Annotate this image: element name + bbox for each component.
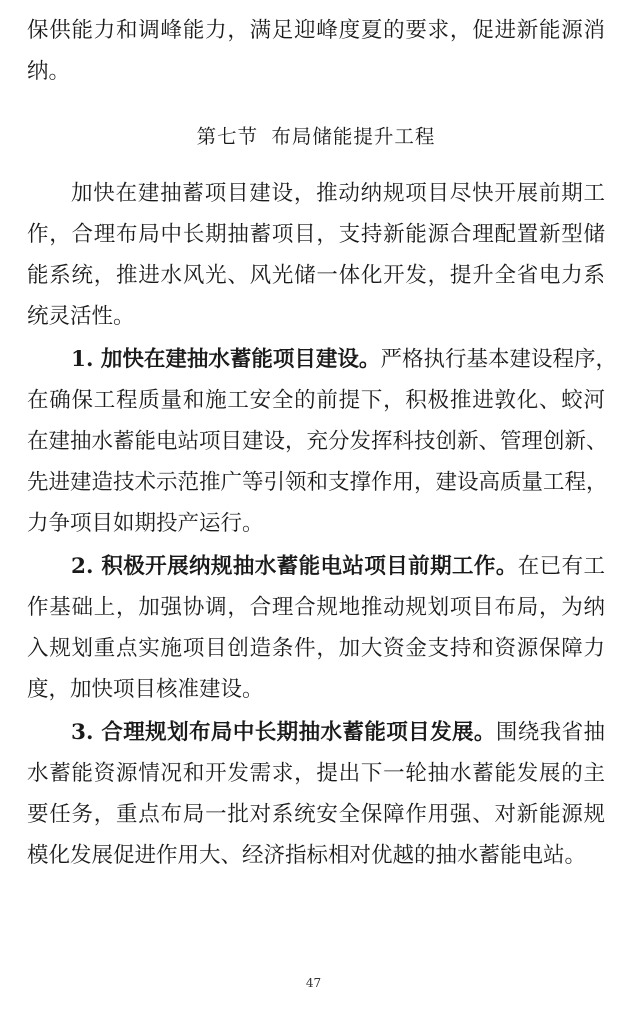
paragraph-line: 作基础上，加强协调，合理合规地推动规划项目布局，为纳 xyxy=(27,595,605,620)
list-item-text: 围绕我省抽 xyxy=(495,720,605,745)
page-number: 47 xyxy=(305,976,322,990)
paragraph-line: 作，合理布局中长期抽蓄项目，支持新能源合理配置新型储 xyxy=(27,222,605,247)
list-item-first-line xyxy=(27,712,605,753)
paragraph-line: 在确保工程质量和施工安全的前提下，积极推进敦化、蛟河 xyxy=(27,388,605,413)
list-item-heading: 3. 合理规划布局中长期抽水蓄能项目发展。 xyxy=(71,720,496,745)
list-item-heading: 1. 加快在建抽水蓄能项目建设。 xyxy=(71,347,381,372)
paragraph-line: 模化发展促进作用大、经济指标相对优越的抽水蓄能电站。 xyxy=(27,843,587,868)
paragraph-line: 先进建造技术示范推广等引领和支撑作用，建设高质量工程， xyxy=(27,470,608,495)
section-heading: 第七节 布局储能提升工程 xyxy=(196,125,436,148)
paragraph-line: 加快在建抽蓄项目建设，推动纳规项目尽快开展前期工 xyxy=(71,181,605,206)
paragraph-line: 统灵活性。 xyxy=(27,304,135,329)
paragraph-line: 纳。 xyxy=(27,59,71,84)
list-item-heading: 2. 积极开展纳规抽水蓄能电站项目前期工作。 xyxy=(71,554,518,579)
paragraph-line: 能系统，推进水风光、风光储一体化开发，提升全省电力系 xyxy=(27,263,605,288)
list-item-first-line xyxy=(27,339,617,380)
paragraph-line: 水蓄能资源情况和开发需求，提出下一轮抽水蓄能发展的主 xyxy=(27,761,605,786)
list-item-first-line xyxy=(27,546,605,587)
paragraph-line: 要任务，重点布局一批对系统安全保障作用强、对新能源规 xyxy=(27,802,605,827)
paragraph-line: 保供能力和调峰能力，满足迎峰度夏的要求，促进新能源消 xyxy=(27,18,605,43)
list-item-text: 严格执行基本建设程序， xyxy=(380,347,617,372)
list-item-text: 在已有工 xyxy=(517,554,605,579)
paragraph-line: 力争项目如期投产运行。 xyxy=(27,511,264,536)
paragraph-line: 在建抽水蓄能电站项目建设，充分发挥科技创新、管理创新、 xyxy=(27,429,608,454)
paragraph-line: 度，加快项目核准建设。 xyxy=(27,677,264,702)
paragraph-line: 入规划重点实施项目创造条件，加大资金支持和资源保障力 xyxy=(27,636,605,661)
